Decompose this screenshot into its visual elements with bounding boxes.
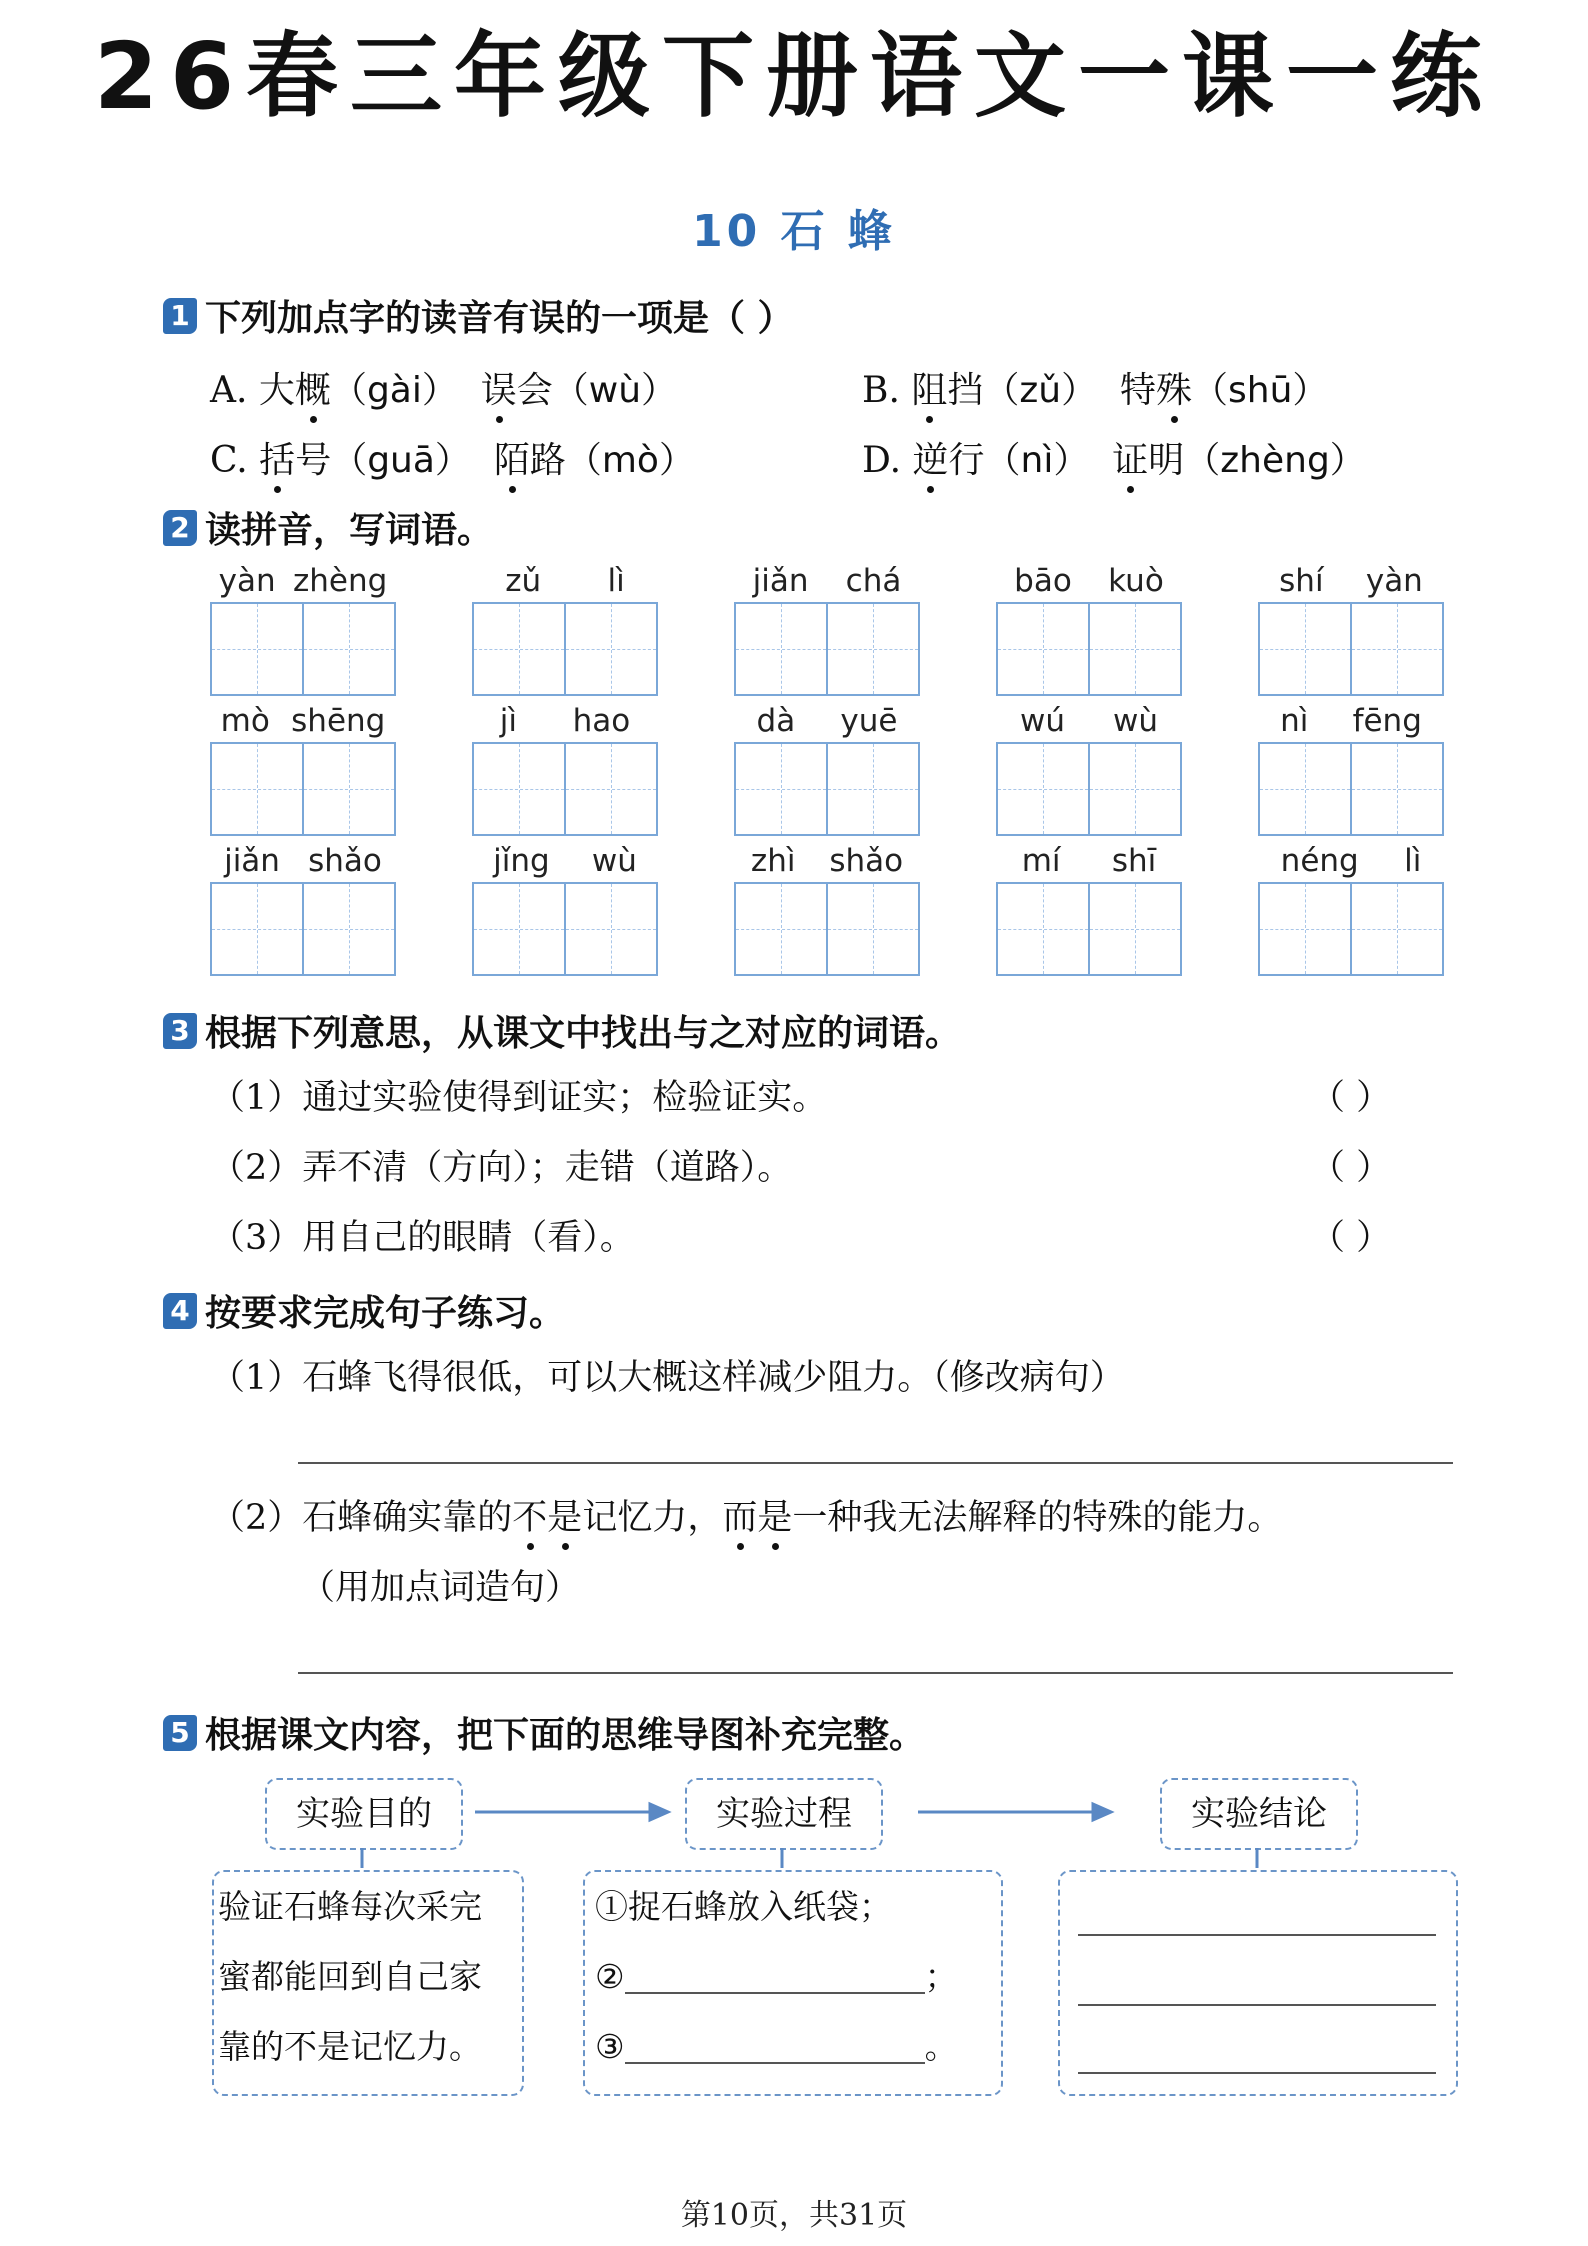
pinyin-syllable: dà [756, 703, 796, 739]
q1-option-d[interactable]: D. 逆行（nì） 证明（zhèng） [862, 432, 1366, 483]
q4-instruction: （用加点词造句） [300, 1568, 581, 1608]
pinyin-syllable: jǐng [493, 843, 550, 879]
document-title: 26春三年级下册语文一课一练 [93, 23, 1495, 130]
conclusion-line-3[interactable] [1078, 2072, 1436, 2074]
pinyin-syllable: fēng [1352, 703, 1422, 739]
q2-number: 2 [163, 510, 197, 546]
dotted-word: 误会 [481, 370, 553, 411]
mindmap-purpose-label: 实验目的 [265, 1778, 463, 1850]
pinyin-syllable: wù [1112, 703, 1158, 739]
lesson-title: 10 石 蜂 [692, 206, 896, 257]
dotted-word-bushi: 不是 [512, 1498, 582, 1538]
q3-answer-2[interactable]: （ ） [1310, 1148, 1392, 1188]
pinyin-syllable: yàn [1365, 563, 1423, 599]
mindmap-purpose-box: 验证石蜂每次采完 蜜都能回到自己家 靠的不是记忆力。 [212, 1870, 524, 2096]
pinyin-syllable: wú [1019, 703, 1065, 739]
pinyin-syllable: shǎo [308, 843, 382, 879]
pinyin-syllable: néng [1280, 843, 1359, 879]
dotted-word: 逆行 [912, 440, 984, 481]
conclusion-line-2[interactable] [1078, 2004, 1436, 2006]
pinyin-syllable: zǔ [505, 563, 542, 599]
q3-number: 3 [163, 1013, 197, 1049]
page-footer: 第10页，共31页 [680, 2198, 908, 2233]
q5-number: 5 [163, 1715, 197, 1751]
q4-sentence-2: （2）石蜂确实靠的不是记忆力，而是一种我无法解释的特殊的能力。 [210, 1490, 1282, 1540]
dotted-word: 括号 [259, 440, 331, 481]
pinyin-syllable: lì [1404, 843, 1422, 879]
pinyin-syllable: zhèng [292, 563, 388, 599]
pinyin-syllable: mò [220, 703, 270, 739]
mindmap-process-label: 实验过程 [685, 1778, 883, 1850]
dotted-word-ershi: 而是 [722, 1498, 792, 1538]
pinyin-syllable: chá [845, 563, 902, 599]
q3-item-2: （2）弄不清（方向）；走错（道路）。 [210, 1148, 793, 1188]
process-step-2[interactable]: ② ； [595, 1942, 991, 2012]
dotted-word: 证明 [1112, 440, 1184, 481]
pinyin-syllable: jì [499, 703, 518, 739]
pinyin-syllable: shī [1111, 843, 1157, 879]
pinyin-syllable: lì [607, 563, 625, 599]
process-step-3[interactable]: ③ 。 [595, 2012, 991, 2082]
q5-prompt: 根据课文内容，把下面的思维导图补充完整。 [205, 1715, 926, 1756]
q4-prompt: 按要求完成句子练习。 [205, 1293, 566, 1334]
pinyin-syllable: shǎo [829, 843, 904, 879]
q1-number: 1 [163, 298, 197, 334]
q3-item-1: （1）通过实验使得到证实；检验证实。 [210, 1078, 828, 1118]
mindmap-conclusion-label: 实验结论 [1160, 1778, 1358, 1850]
dotted-word: 大概 [259, 370, 331, 411]
pinyin-syllable: wù [591, 843, 637, 879]
pinyin-syllable: kuò [1108, 563, 1164, 599]
pinyin-syllable: hao [572, 703, 631, 739]
pinyin-syllable: bāo [1014, 563, 1072, 599]
q3-answer-1[interactable]: （ ） [1310, 1078, 1392, 1118]
pinyin-syllable: zhì [750, 843, 796, 879]
process-step-2-line[interactable] [625, 1944, 925, 1994]
dotted-word: 陌路 [494, 440, 566, 481]
q3-item-3: （3）用自己的眼睛（看）。 [210, 1218, 635, 1258]
pinyin-syllable: yàn [218, 563, 276, 599]
q3-answer-3[interactable]: （ ） [1310, 1218, 1392, 1258]
process-step-1: ①捉石蜂放入纸袋； [595, 1887, 892, 1926]
q4-number: 4 [163, 1293, 197, 1329]
q1-option-b[interactable]: B. 阻挡（zǔ） 特殊（shū） [862, 362, 1328, 413]
pinyin-syllable: jiǎn [224, 843, 280, 879]
process-step-3-line[interactable] [625, 2014, 925, 2064]
mindmap-process-box [583, 1870, 1003, 2096]
dotted-word: 特殊 [1120, 370, 1192, 411]
pinyin-syllable: shí [1279, 563, 1324, 599]
conclusion-line-1[interactable] [1078, 1934, 1436, 1936]
pinyin-syllable: jiǎn [752, 563, 809, 599]
q3-prompt: 根据下列意思，从课文中找出与之对应的词语。 [205, 1013, 962, 1054]
q1-option-c[interactable]: C. 括号（guā） 陌路（mò） [210, 432, 695, 483]
q2-prompt: 读拼音，写词语。 [205, 510, 494, 551]
pinyin-syllable: yuē [840, 703, 898, 739]
pinyin-syllable: mí [1021, 843, 1061, 879]
mindmap-conclusion-box[interactable] [1058, 1870, 1458, 2096]
dotted-word: 阻挡 [911, 370, 983, 411]
q4-sentence-1: （1）石蜂飞得很低，可以大概这样减少阻力。（修改病句） [210, 1358, 1125, 1398]
q1-option-a[interactable]: A. 大概（gài） 误会（wù） [210, 362, 677, 413]
pinyin-syllable: nì [1280, 703, 1309, 739]
pinyin-syllable: shēng [291, 703, 386, 739]
q1-prompt: 下列加点字的读音有误的一项是（ ） [205, 298, 794, 339]
